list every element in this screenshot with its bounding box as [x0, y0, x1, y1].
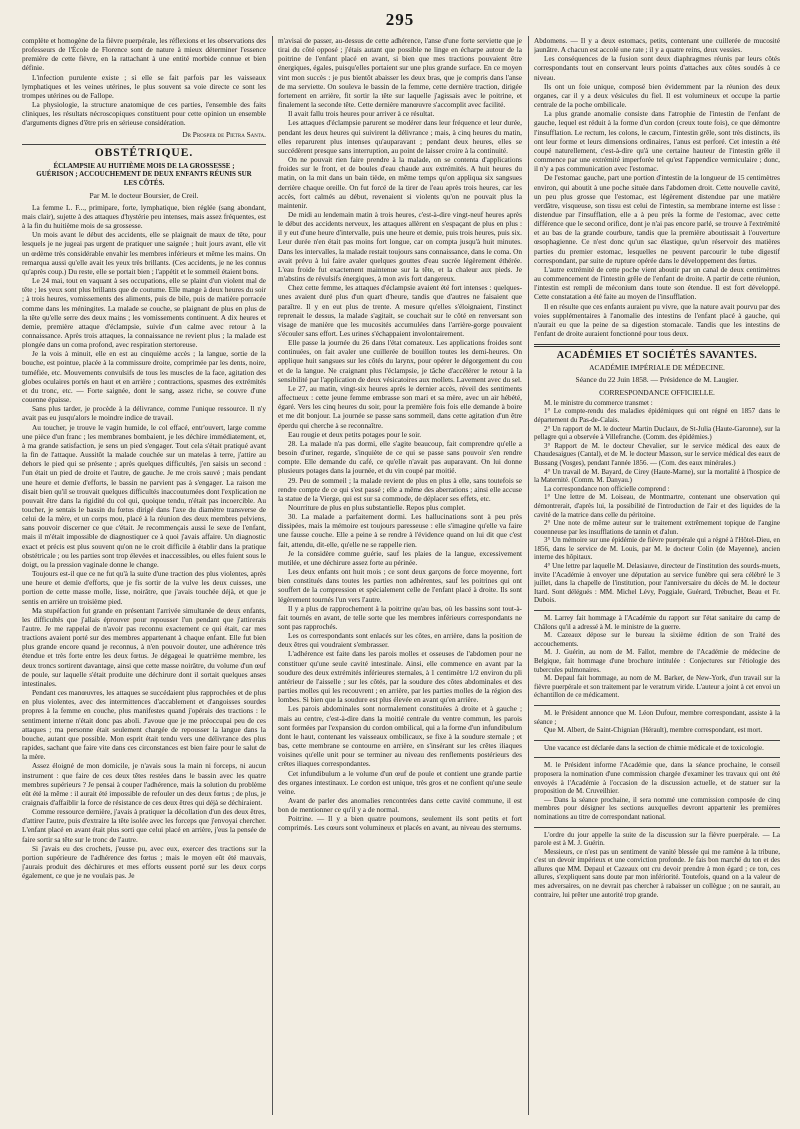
- divider: [534, 740, 780, 741]
- paragraph: 1° Une lettre de M. Loiseau, de Montmartre, contenant une observation qui démontrerait, d'après lui, la possibilité de l'introduction de l'air et des liquides de la cavité de la matrice dans celle du péritoine.: [534, 493, 780, 519]
- paragraph: L'infection purulente existe ; si elle se fait parfois par les vaisseaux lymphatiques et les veines utérines, le plus souvent sa voie directe ce sont les trompes utérines ou de Fallope.: [22, 72, 266, 100]
- paragraph: Les parois abdominales sont normalement constituées à droite et à gauche ; mais au centre, c'est-à-dire dans la moitié centrale du ventre commun, les parois sont formées par l'expansion du cordon ombilical, qui a la forme d'un infundibulum dont le haut, contenant les vaisseaux ombilicaux, se fixe à la soudure sternale ; et bas, cette membrane se contourne en arrière, en s'insérant sur les crêtes iliaques voisines qu'elle unit pour se terminer au niveau des renflements postérieurs des crêtes iliaques correspondantes.: [278, 704, 522, 769]
- paragraph: La femme L. F..., primipare, forte, lymphatique, bien réglée (sang abondant, mais clair), sujette à des attaques d'hystérie peu intenses, mais assez fréquentes, est à la fin du huitième mois de sa grossesse.: [22, 202, 266, 231]
- column-divider: [528, 36, 529, 1115]
- paragraph: Une vacance est déclarée dans la section de chimie médicale et de toxicologie.: [544, 743, 764, 752]
- paragraph: Je la considère comme guérie, sauf les plaies de la langue, excessivement mutilée, et une déchirure assez forte au périnée.: [278, 548, 522, 567]
- paragraph: Messieurs, ce n'est pas un sentiment de vanité blessée qui me ramène à la tribune, c'est un devoir impérieux et une conviction profonde. Je fais bon marché du ton et des allures que MM. Depaul et Cazeaux ont cru devoir prendre à mon égard ; ce ton, ces allures, s'expliquent sans doute par mon infériorité. Toutefois, quand on a la valeur de mes adversaires, on ne devrait pas chercher à rabaisser un collègue ; on ne saurait, au contraire, lui prêter une autorité trop grande.: [534, 847, 780, 899]
- paragraph: Cet infundibulum a le volume d'un œuf de poule et contient une grande partie des organes intestinaux. Le cordon est unique, très gros et ne confient qu'une seule veine.: [278, 768, 522, 796]
- paragraph: Les conséquences de la fusion sont deux diaphragmes réunis par leurs côtés correspondants tout en conservant leurs points d'attaches aux côtes soudés à ce niveau.: [534, 54, 780, 82]
- paragraph: 2° Une note de même auteur sur le traitement extrêmement topique de l'angine couenneuse par les insufflations de tannin et d'alun.: [534, 519, 780, 536]
- paragraph: — Dans la séance prochaine, il sera nommé une commission composée de cinq membres pour désigner les sections auxquelles devront appartenir les premières nominations au titre de correspondant national.: [534, 795, 780, 821]
- page-number: 295: [385, 10, 415, 29]
- paragraph: M. le Président annonce que M. Léon Dufour, membre correspondant, assiste à la séance ;: [534, 708, 780, 726]
- paragraph: M. le Président informe l'Académie que, dans la séance prochaine, le conseil proposera la nomination d'une commission chargée d'examiner les travaux qui ont été envoyés à l'Académie à l'occasion de la discussion actuelle, et de statuer sur la proposition de M. Cruveilhier.: [534, 761, 780, 796]
- paragraph: Le 24 mai, tout en vaquant à ses occupations, elle se plaint d'un violent mal de tête ; les yeux sont plus brillants que de coutume. Elle mange à deux heures du soir ; à trois heures, vomissements des aliments, puis de bile, puis de matière porracée comme dans les méningites. La malade se couche, se plaignant de plus en plus de la tête qu'elle serre des deux mains ; les vomissements continuent. A dix heures et demie, première attaque d'éclampsie, suivie d'un calme avec retour à la connaissance. Après trois attaques, la connaissance ne revient plus ; la malade est plongée dans un coma profond, avec respiration stertoreuse.: [22, 276, 266, 350]
- paragraph: Les deux enfants ont huit mois ; ce sont deux garçons de force moyenne, fort bien constitués dans toutes les parties non adhérentes, sauf les poitrines qui ont souffert de la compression et spécialement celle de l'enfant placé à droite. Ils sont légèrement tournés l'un vers l'autre.: [278, 567, 522, 604]
- paragraph: Un mois avant le début des accidents, elle se plaignait de maux de tête, pour lesquels je ne jugeai pas urgent de pratiquer une saignée ; huit jours avant, elle vit un œdème très considérable envahir les membres inférieurs et même les mains. On remarqua aussi qu'elle avait les yeux très brillants. (Ces accidents, je ne les connus qu'après coup.) Du reste, elle se portait bien ; l'appétit et le sommeil étaient bons.: [22, 230, 266, 276]
- paragraph: Sans plus tarder, je procède à la délivrance, comme l'unique ressource. Il n'y avait pas eu jusqu'alors le moindre indice de travail.: [22, 404, 266, 423]
- paragraph: Au toucher, je trouve le vagin humide, le col effacé, entr'ouvert, large comme une pièce d'un franc ; les membranes bombaient, je les déchire immédiatement, et, à ma grande satisfaction, je sens un pied s'engager. Tout cela s'était pratiqué avant la fin de l'attaque. Aussitôt la malade couchée sur un matelas à terre, j'attire au dehors le pied qui se présente ; après quelques difficultés, j'en saisis un second : l'un était un pied de droite et l'autre, de gauche. Je me crois sauvé ; mais pendant une heure et demie d'efforts, le bassin ne parvient pas à s'engager. La raison me disait bien qu'il se trouvait quelques difficultés inaccoutumées dont l'explication ne pouvait être dans la rigidité du col qui, quoique tendu, n'était pas incoercible. Au toucher, je sentais le bassin du fœtus dirigé dans l'axe du diamètre transverse de celui de la mère, et un corps mou, placé à la réunion des deux membres pelviens, sans pouvoir discerner ce que c'était. Je recommençais aussi le sexe de l'enfant, mais il m'était impossible de diagnostiquer ce à quoi j'avais affaire. Un diagnostic exact et précis est plus souvent qu'on ne le croit difficile à établir dans la pratique obstétricale ; ou les parties sont trop élevées et inaccessibles, ou elles fuient sous le doigt, ou la pression vaginale donne le change.: [22, 422, 266, 569]
- paragraph: L'ordre du jour appelle la suite de la discussion sur la fièvre puerpérale. — La parole est à M. J. Guérin.: [534, 830, 780, 848]
- academy-subtitle: ACADÉMIE IMPÉRIALE DE MÉDECINE.: [589, 363, 725, 373]
- paragraph: 2° Un rapport de M. le docteur Martin Duclaux, de St-Julia (Haute-Garonne), sur la pellagre qui a observée à Villefranche. (Comm. des épidémies.): [534, 424, 780, 442]
- paragraph: M. Depaul fait hommage, au nom de M. Barker, de New-York, d'un travail sur la fièvre puerpérale et son traitement par le veratrum viride. L'auteur a joint à cet envoi un échantillon de ce médicament.: [534, 674, 780, 700]
- article-subtitle: ÉCLAMPSIE AU HUITIÈME MOIS DE LA GROSSESSE ; GUÉRISON ; ACCOUCHEMENT DE DEUX ENFANTS RÉUNIS SUR LES CÔTÉS.: [36, 161, 252, 188]
- paragraph: Comme ressource dernière, j'avais à pratiquer la décollation d'un des deux êtres, d'attirer l'autre, puis d'extraire la tête isolée avec les forceps que j'envoyai chercher. L'enfant placé en avant était plus sorti que celui placé en arrière, j'eus la pensée de faire sortir sa tête sur le tronc de l'autre.: [22, 807, 266, 844]
- paragraph: L'autre extrémité de cette poche vient aboutir par un canal de deux centimètres au commencement de l'intestin grêle de l'enfant de droite. A partir de cette réunion, l'intestin est rempli de méconium dans toute son étendue. Il est fort développé. Cette constatation a été faite au moyen de l'insufflation.: [534, 264, 780, 302]
- column-3: [534, 36, 780, 1115]
- paragraph: La correspondance non officielle comprend :: [544, 484, 670, 493]
- paragraph: De midi au lendemain matin à trois heures, c'est-à-dire vingt-neuf heures après le début des accidents nerveux, les attaques allèrent en s'espaçant de plus en plus : il y eut d'une heure d'intervalle, puis une heure et demie, puis trois heures, puis six. Leur durée n'en était pas moins fort longue, car on compta jusqu'à huit minutes. Dans les intervalles, la malade restait toujours sans connaissance, dans le coma. On avait prévu à lui faire avaler quelques gouttes d'eau sucrée légèrement éthérée. L'eau froide fut exactement maintenue sur la tête, et la chaleur aux pieds. Je m'abstins de révulsifs énergiques, à mon avis fort dangereux.: [278, 209, 522, 284]
- paragraph: Avant de parler des anomalies rencontrées dans cette cavité commune, il est bon de mentionner ce qu'il y a de normal.: [278, 795, 522, 815]
- paragraph: Pendant ces manœuvres, les attaques se succédaient plus rapprochées et de plus en plus violentes, avec des intermittences d'accablement et d'angoisses sourdes propres à la femme en couche, plus manifestes quand j'opérais des tractions : le sentiment interne n'était donc pas aboli. J'avoue que je me préoccupai peu de ces attaques ; ma personne était seulement chargée de repousser la langue dans la bouche, autant que possible. Mon esprit était tendu vers une délivrance des plus rapides, sachant que faire vite dans ces circonstances est bien faire pour le salut de la mère.: [22, 688, 266, 762]
- column-2: [278, 36, 522, 1115]
- paragraph: Abdomens. — Il y a deux estomacs, petits, contenant une cuillerée de mucosité jaunâtre. A chacun est accolé une rate ; il y a quatre reins, deux vessies.: [534, 36, 780, 55]
- paragraph: Que M. Albert, de Saint-Chignian (Hérault), membre correspondant, est mort.: [544, 726, 763, 735]
- paragraph: Ma stupéfaction fut grande en présentant l'arrivée simultanée de deux enfants, les difficultés que j'allais éprouver pour repousser l'un pendant que j'attirerais l'autre. Je me rappelai de n'avoir pas reconnu exactement ce qui était, car mes tractions avaient porté sur des membres appartenant à chaque enfant. Elle fut bien plus grande encore quand je reconnus, à n'en pouvoir douter, une adhérence très étendue et très forte entre les deux fœtus. Je dégageai le quatrième membre, les deux troncs sortirent davantage, ainsi que cette masse noirâtre, du volume d'un œuf de poule, sur laquelle s'était produite une déchirure dont il sortait quelques anses intestinales.: [22, 605, 266, 688]
- column-1: [22, 36, 266, 1115]
- section-title: ACADÉMIES ET SOCIÉTÉS SAVANTES.: [556, 350, 758, 362]
- paragraph: Nourriture de plus en plus substantielle. Repos plus complet.: [288, 502, 466, 512]
- divider: [534, 827, 780, 828]
- paragraph: Toujours est-il que ce ne fut qu'à la suite d'une traction des plus violentes, après une heure et demie d'efforts, que je fis sortir de la vulve les deux cuisses, une portion de cette masse molle, lisse, noirâtre, que j'avais touchée déjà, et que je sentis en arrière un troisième pied.: [22, 569, 266, 606]
- divider: [22, 144, 266, 145]
- correspondence-heading: CORRESPONDANCE OFFICIELLE.: [599, 387, 715, 397]
- paragraph: 3° Un mémoire sur une épidémie de fièvre puerpérale qui a régné à l'Hôtel-Dieu, en 1856, dans le service de M. Louis, par M. le docteur Colin (de Mayenne), ancien interne des hôpitaux.: [534, 536, 780, 562]
- paragraph: M. Larrey fait hommage à l'Académie du rapport sur l'état sanitaire du camp de Châlons qu'il a adressé à M. le ministre de la guerre.: [534, 614, 780, 631]
- author-signature: Dr Prosper de Pietra Santa.: [182, 129, 266, 139]
- paragraph: 1° Le compte-rendu des maladies épidémiques qui ont régné en 1857 dans le département du Pas-de-Calais.: [534, 407, 780, 424]
- paragraph: On ne pouvait rien faire prendre à la malade, on se contenta d'applications froides sur le front, et de boules d'eau chaude aux extrémités. A huit heures du matin, on la mit dans un bain tiède, en même temps qu'on appliqua six sangsues derrière chaque oreille. On fut forcé de la tirer de l'eau après trois heures, car les accès, fort calmés au début, revenaient si violents qu'on ne pouvait plus la maintenir.: [278, 155, 522, 210]
- paragraph: Il en résulte que ces enfants auraient pu vivre, que la nature avait pourvu par des voies supplémentaires à l'anomalie des intestins de l'enfant placé à gauche, qui n'aurait eu que la peine de sa digestion stomacale. Tandis que les intestins de l'enfant de droite auraient fonctionné pour tous deux.: [534, 301, 780, 338]
- paragraph: Si j'avais eu des crochets, j'eusse pu, avec eux, exercer des tractions sur la portion supérieure de l'adhérence des fœtus ; mais le moyen eût été mauvais, j'aurais produit des déchirures et mes efforts eussent porté sur les deux corps également, ce que je ne voulais pas. Je: [22, 843, 266, 881]
- session-info: Séance du 22 Juin 1858. — Présidence de M. Laugier.: [575, 375, 739, 385]
- paragraph: Le 27, au matin, vingt-six heures après le dernier accès, réveil des sentiments affectueux : cette jeune femme embrasse son mari et sa mère, avec un air hébété, égaré. Vers les cinq heures du soir, pour la première fois fois elle demande à boire et me dit bonjour. La journée se passe sans sommeil, dans cette agitation d'un être éperdu qui cherche à se reconnaître.: [278, 383, 522, 430]
- paragraph: 28. La malade n'a pas dormi, elle s'agite beaucoup, fait comprendre qu'elle a besoin d'uriner, regarde, s'inquiète de ce qui se passe sans pouvoir s'en rendre compte. Elle demande du café, ce qu'elle n'avait pas auparavant. On lui donne plusieurs potages dans la journée, et du vin coupé par moitié.: [278, 438, 522, 476]
- paragraph: Chez cette femme, les attaques d'éclampsie avaient été fort intenses : quelques-unes avaient duré plus d'un quart d'heure, tandis que d'autres ne faisaient que paraître. Il y en eut plus de trente. A mesure qu'elles s'éloignaient, l'instinct reprenait le dessus, la malade s'agitait, se couchait sur le côté en renversant son visage de manière que les mucosités accumulées dans l'arrière-gorge pouvaient s'écouler sans effort. Les urines s'échappaient involontairement.: [278, 283, 522, 338]
- section-title: OBSTÉTRIQUE.: [94, 146, 194, 159]
- divider: [534, 344, 780, 347]
- paragraph: Je la vois à minuit, elle en est au cinquième accès ; la langue, sortie de la bouche, est pointue, placée à la commissure droite, comprimée par les dents, noire, tuméfiée, etc. Mouvements convulsifs de tous les muscles de la face, agitation des globes oculaires portés en haut et en arrière ; contractions, spasmes des extrémités et du tronc, etc. — Forte saignée, dont le sang, assez riche, se couvre d'une couenne épaisse.: [22, 349, 266, 405]
- article-byline: Par M. le docteur Boursier, de Creil.: [89, 190, 199, 200]
- paragraph: 3° Rapport de M. le docteur Chevalier, sur le service médical des eaux de Chaudesaigues (Cantal), et de M. le docteur Masson, sur le service médical des eaux de Bussang (Vosges), pendant l'année 1856. — (Com. des eaux minérales.): [534, 441, 780, 467]
- paragraph: L'adhérence est faite dans les parois molles et osseuses de l'abdomen pour ne constituer qu'une seule cavité intestinale. Ainsi, elle commence en avant par la soudure des deux extrémités inférieures sternales, à 1 centimètre 1/2 environ du pli antérieur de l'aisselle ; sur les côtés, par la soudure des côtes abdominales et des parties molles qui les recouvrent ; en arrière, par les parties molles de la région des lombes. Si bien que la soudure est plus élevée en avant qu'en arrière.: [278, 649, 522, 705]
- paragraph: Les os correspondants sont enlacés sur les côtes, en arrière, dans la position de deux êtres qui voudraient s'embrasser.: [278, 631, 522, 650]
- paragraph: M. le ministre du commerce transmet :: [544, 398, 653, 407]
- divider: [534, 757, 780, 758]
- paragraph: Il y a plus de rapprochement à la poitrine qu'au bas, où les bassins sont tout-à-fait tournés en avant, de telle sorte que les membres inférieurs correspondants ne sont pas rapprochés.: [278, 603, 522, 631]
- paragraph: Poitrine. — Il y a bien quatre poumons, seulement ils sont petits et fort comprimés. Les cœurs sont volumineux et placés en avant, au niveau des sternums.: [278, 814, 522, 833]
- column-divider: [272, 36, 273, 1115]
- paragraph: Les attaques d'éclampsie parurent se modérer dans leur fréquence et leur durée, pendant les deux heures qui suivirent la délivrance ; mais, à cinq heures du matin, elles reparurent plus intenses qu'auparavant ; pendant deux heures, elles se succédèrent presque sans interruption, au point de laisser croire à la continuité.: [278, 118, 522, 155]
- paragraph: 30. La malade a parfaitement dormi. Les hallucinations sont à peu près dissipées, mais la mémoire est toujours paresseuse : elle s'imagine qu'elle va faire une fausse couche. Elle a peine à se rendre à l'évidence quand on lui dit que c'est fait, attendu, dit-elle, qu'elle ne se rappelle rien.: [278, 512, 522, 549]
- divider: [534, 705, 780, 706]
- paragraph: m'avisai de passer, au-dessus de cette adhérence, l'anse d'une forte serviette que je tirai du côté opposé ; j'étais autant que possible ne linge en écharpe autour de la poitrine de l'enfant placé en avant, si bien que mes tractions pouvaient être énergiques, égales, puisqu'elles portaient sur une plus grande surface. En ce moyen vint mon succès : je pus bientôt abaisser les deux bras, que je compris dans l'anse de ma serviette. On souleva le bassin de la femme, cette dernière traction, dirigée fortement en arrière, fit sortir la tête sur laquelle j'agissais avec le poitrine, et finalement la seconde tête. Cette dernière manœuvre s'accomplit avec facilité.: [278, 36, 522, 110]
- paragraph: 4° Une lettre par laquelle M. Delasiauve, directeur de l'institution des sourds-muets, invite l'Académie à envoyer une députation au service funèbre qui sera célébré le 3 juillet, dans la chapelle de l'institution, pour l'anniversaire du décès de M. le docteur Itard. Sont délégués : MM. Michel Lévy, Poggiale, Guérard, Trébuchet, Beau et Fr. Dubois.: [534, 562, 780, 605]
- paragraph: Elle passe la journée du 26 dans l'état comateux. Les applications froides sont continuées, on fait avaler une cuillerée de bouillon toutes les demi-heures. On applique huit sangsues sur les côtés du larynx, pour opérer le dégorgement du cou et de la langue. Ne craignant plus l'éclampsie, je tâche d'accélérer le retour à la sensibilité par l'application de deux vésicatoires aux mollets. Lavement avec du sel.: [278, 338, 522, 384]
- paragraph: 4° Un travail de M. Bayard, de Cirey (Haute-Marne), sur la mortalité à l'hospice de la Maternité. (Comm. M. Danyau.): [534, 467, 780, 485]
- paragraph: De l'estomac gauche, part une portion d'intestin de la longueur de 15 centimètres environ, qui aboutit à une poche située dans l'abdomen droit. Cette nouvelle cavité, un peu plus grosse que l'estomac, est légèrement distendue par une matière verdâtre, visqueuse, son tissu est celui de l'intestin, sa membrane interne est lisse : distendue par l'insufflation, elle a à peu près la forme de l'estomac, avec cette différence que le second orifice, dont je n'ai pas encore parlé, se trouve à l'extrémité et au bas de la grande courbure, tandis que la première aboutissait à l'ouverture œsophagienne. Ce n'est donc qu'un sac élastique, qu'un réservoir des matières parties du premier estomac, lesquelles ne peuvent parcourir le tube digestif correspondant, par suite de rupture opérée dans le développement des fœtus.: [534, 173, 780, 265]
- paragraph: La physiologie, la structure anatomique de ces parties, l'ensemble des faits cliniques, les résultats nécroscopiques constituent pour cette opinion un ensemble d'arguments dignes d'être pris en sérieuse considération.: [22, 100, 266, 128]
- paragraph: La plus grande anomalie consiste dans l'atrophie de l'intestin de l'enfant de gauche, lequel est réduit à la forme d'un cordon (creux toute fois), ce que démontre l'insufflation. Le rectum, les colons, le cæcum, l'intestin grêle, sont très distincts, ils ont leur forme et leurs dimensions ordinaires, l'anus est perforé. Cet intestin a été coupé naturellement, c'est-à-dire qu'à une certaine hauteur de l'intestin grêle il commence par une extrémité imperforée tel qu'est l'appendice vermiculaire ; donc, il n'y a pas communication avec l'estomac.: [534, 109, 780, 174]
- paragraph: complète et homogène de la fièvre puerpérale, les réflexions et les observations des professeurs de l'École de Florence sont de nature à mieux déterminer l'essence première de cette fièvre, en la rattachant à une entité morbide connue et bien définie.: [22, 36, 266, 73]
- paragraph: Eau rougie et deux petits potages pour le soir.: [288, 429, 422, 439]
- paragraph: M. Cazeaux dépose sur le bureau la sixième édition de son Traité des accouchements.: [534, 631, 780, 648]
- paragraph: Assez éloigné de mon domicile, je n'avais sous la main ni forceps, ni aucun instrument : que faire de ces deux têtes restées dans le bassin avec les quatre membres supérieurs ? Je pensai à couper l'adhérence, mais la solution du problème eût été la même : il aurait été impossible de refouler un des deux fœtus ; de plus, je craignais d'affaiblir la force de résistance de ces deux êtres qui déjà se déchiraient.: [22, 761, 266, 807]
- paragraph: 29. Peu de sommeil ; la malade revient de plus en plus à elle, sans toutefois se rendre compte de ce qui s'est passé ; elle a même des aberrations ; ainsi elle accuse la statue de la Vierge, qui est sur sa commode, de déplacer ses effets, etc.: [278, 475, 522, 503]
- divider: [534, 610, 780, 611]
- paragraph: M. J. Guérin, au nom de M. Fallot, membre de l'Académie de médecine de Belgique, fait hommage d'une brochure intitulée : Conjectures sur l'étiologie des tubercules pulmonaires.: [534, 648, 780, 674]
- paragraph: Il avait fallu trois heures pour arriver à ce résultat.: [288, 109, 435, 119]
- paragraph: Ils ont un foie unique, composé bien évidemment par la réunion des deux organes, car il y a deux vésicules du fiel. Il est volumineux et occupe la partie centrale de la poche ombilicale.: [534, 81, 780, 110]
